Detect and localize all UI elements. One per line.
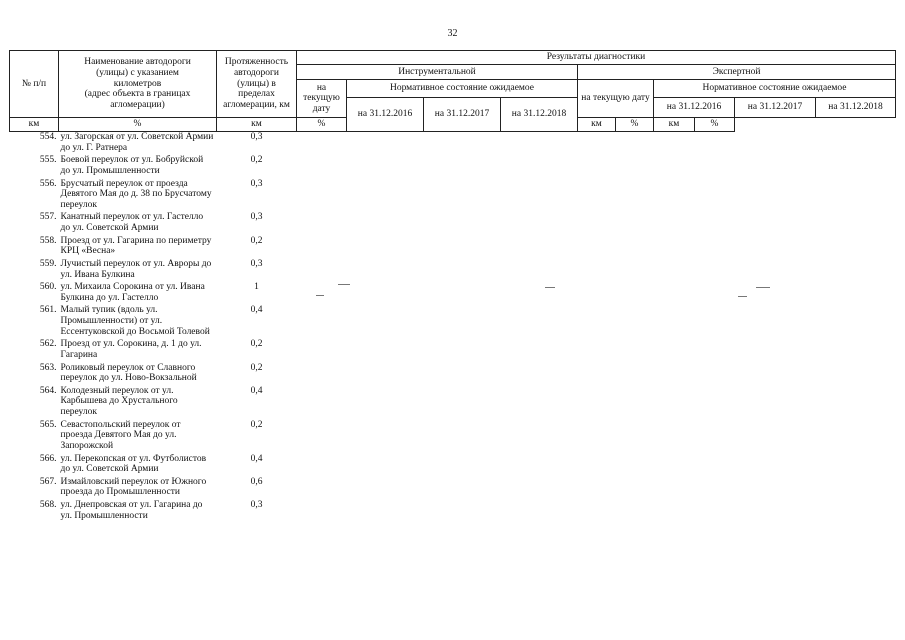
header-instr-normative: Нормативное состояние ожидаемое (347, 80, 578, 98)
scan-speck (756, 287, 770, 288)
road-name: Колодезный переулок от ул. Карбышева до Хрустального переулок (60, 385, 178, 417)
header-exp-2018-km: км (654, 118, 695, 132)
header-exp-normative: Нормативное состояние ожидаемое (654, 80, 896, 98)
row-number: 567. (39, 476, 57, 487)
road-name: Проезд от ул. Сорокина, д. 1 до ул. Гагарина (60, 339, 202, 360)
row-number: 558. (39, 235, 57, 246)
header-instr-current: на текущую дату (297, 80, 347, 118)
header-instr-2018: на 31.12.2018 (501, 98, 578, 132)
header-exp-2016-km: км (217, 118, 297, 132)
road-length: 0,2 (250, 155, 263, 166)
header-exp-2018: на 31.12.2018 (816, 98, 896, 118)
table-row (10, 339, 896, 362)
road-name: Брусчатый переулок от проезда Девятого Мая до д. 38 по Брусчатому переулок (60, 178, 212, 210)
table-row (10, 155, 896, 178)
row-number: 555. (39, 155, 57, 166)
table-row (10, 132, 896, 156)
table-row (10, 477, 896, 500)
header-exp-current-pct: % (59, 118, 217, 132)
road-length: 0,4 (250, 453, 263, 464)
header-exp-2017-pct: % (616, 118, 654, 132)
table-row (10, 500, 896, 523)
page-number: 32 (447, 28, 458, 39)
header-exp-2016: на 31.12.2016 (654, 98, 735, 118)
road-length: 0,3 (250, 258, 263, 269)
road-length: 0,2 (250, 339, 263, 350)
table-row (10, 282, 896, 305)
road-length: 0,2 (250, 362, 263, 373)
table-row (10, 259, 896, 282)
road-name: Роликовый переулок от Славного переулок до ул. Ново-Вокзальной (60, 362, 197, 384)
road-length: 0,3 (250, 178, 263, 189)
row-number: 566. (39, 453, 57, 464)
table-row (10, 212, 896, 235)
road-length: 0,2 (250, 235, 263, 246)
header-exp-2017: на 31.12.2017 (735, 98, 816, 118)
road-name: ул. Днепровская от ул. Гагарина до ул. Промышленности (60, 500, 203, 521)
scan-speck (545, 287, 555, 288)
row-number: 563. (39, 362, 57, 373)
scan-speck (338, 284, 350, 285)
header-length: Протяженность автодороги (улицы) в пределах агломерации, км (217, 51, 297, 118)
road-name: Малый тупик (вдоль ул. Промышленности) от ул. Ессентуковской до Восьмой Толевой (60, 305, 210, 337)
row-number: 562. (39, 339, 57, 350)
table-row (10, 236, 896, 259)
table-row (10, 386, 896, 420)
road-name: ул. Перекопская от ул. Футболистов до ул. Советской Армии (60, 453, 207, 475)
road-name: Измайловский переулок от Южного проезда до Промышленности (60, 476, 207, 498)
header-instr-2016: на 31.12.2016 (347, 98, 424, 132)
header-expert: Экспертной (578, 65, 896, 80)
row-number: 557. (39, 212, 57, 223)
road-name: Севастопольский переулок от проезда Девятого Мая до ул. Запорожской (60, 419, 181, 451)
table-row (10, 363, 896, 386)
header-exp-2017-km: км (578, 118, 616, 132)
table-row (10, 454, 896, 477)
row-number: 564. (39, 385, 57, 396)
row-number: 561. (39, 305, 57, 316)
road-length: 0,2 (250, 419, 263, 430)
header-diagnostics-results: Результаты диагностики (297, 51, 896, 65)
row-number: 560. (39, 282, 57, 293)
row-number: 554. (39, 132, 57, 142)
road-length: 0,4 (250, 385, 263, 396)
header-exp-current-km: км (10, 118, 59, 132)
road-length: 0,3 (250, 212, 263, 223)
road-name: ул. Михаила Сорокина от ул. Ивана Булкина до ул. Гастелло (60, 282, 205, 303)
road-name: ул. Загорская от ул. Советской Армии до ул. Г. Ратнера (60, 132, 214, 153)
row-number: 559. (39, 258, 57, 269)
road-length: 0,4 (250, 305, 263, 316)
scan-speck (316, 295, 324, 296)
road-length: 1 (254, 282, 259, 293)
road-length: 0,3 (250, 132, 263, 142)
row-number: 556. (39, 178, 57, 189)
table-row (10, 179, 896, 213)
header-instrumental: Инструментальной (297, 65, 578, 80)
header-exp-2018-pct: % (695, 118, 735, 132)
table-row (10, 305, 896, 339)
header-exp-2016-pct: % (297, 118, 347, 132)
header-exp-current: на текущую дату (578, 80, 654, 118)
road-length: 0,3 (250, 500, 263, 510)
row-number: 568. (39, 500, 57, 510)
road-name: Проезд от ул. Гагарина по периметру КРЦ «Весна» (60, 235, 212, 257)
road-name: Канатный переулок от ул. Гастелло до ул. Советской Армии (60, 212, 204, 233)
table-row (10, 420, 896, 454)
scan-speck (738, 296, 747, 297)
header-road-name: Наименование автодороги (улицы) с указанием километров (адрес объекта в границах агломерации) (59, 51, 217, 118)
road-name: Лучистый переулок от ул. Авроры до ул. Ивана Булкина (60, 258, 212, 280)
road-length: 0,6 (250, 476, 263, 487)
header-num: № п/п (10, 51, 59, 118)
row-number: 565. (39, 419, 57, 430)
road-name: Боевой переулок от ул. Бобруйской до ул. Промышленности (60, 155, 204, 176)
header-instr-2017: на 31.12.2017 (424, 98, 501, 132)
